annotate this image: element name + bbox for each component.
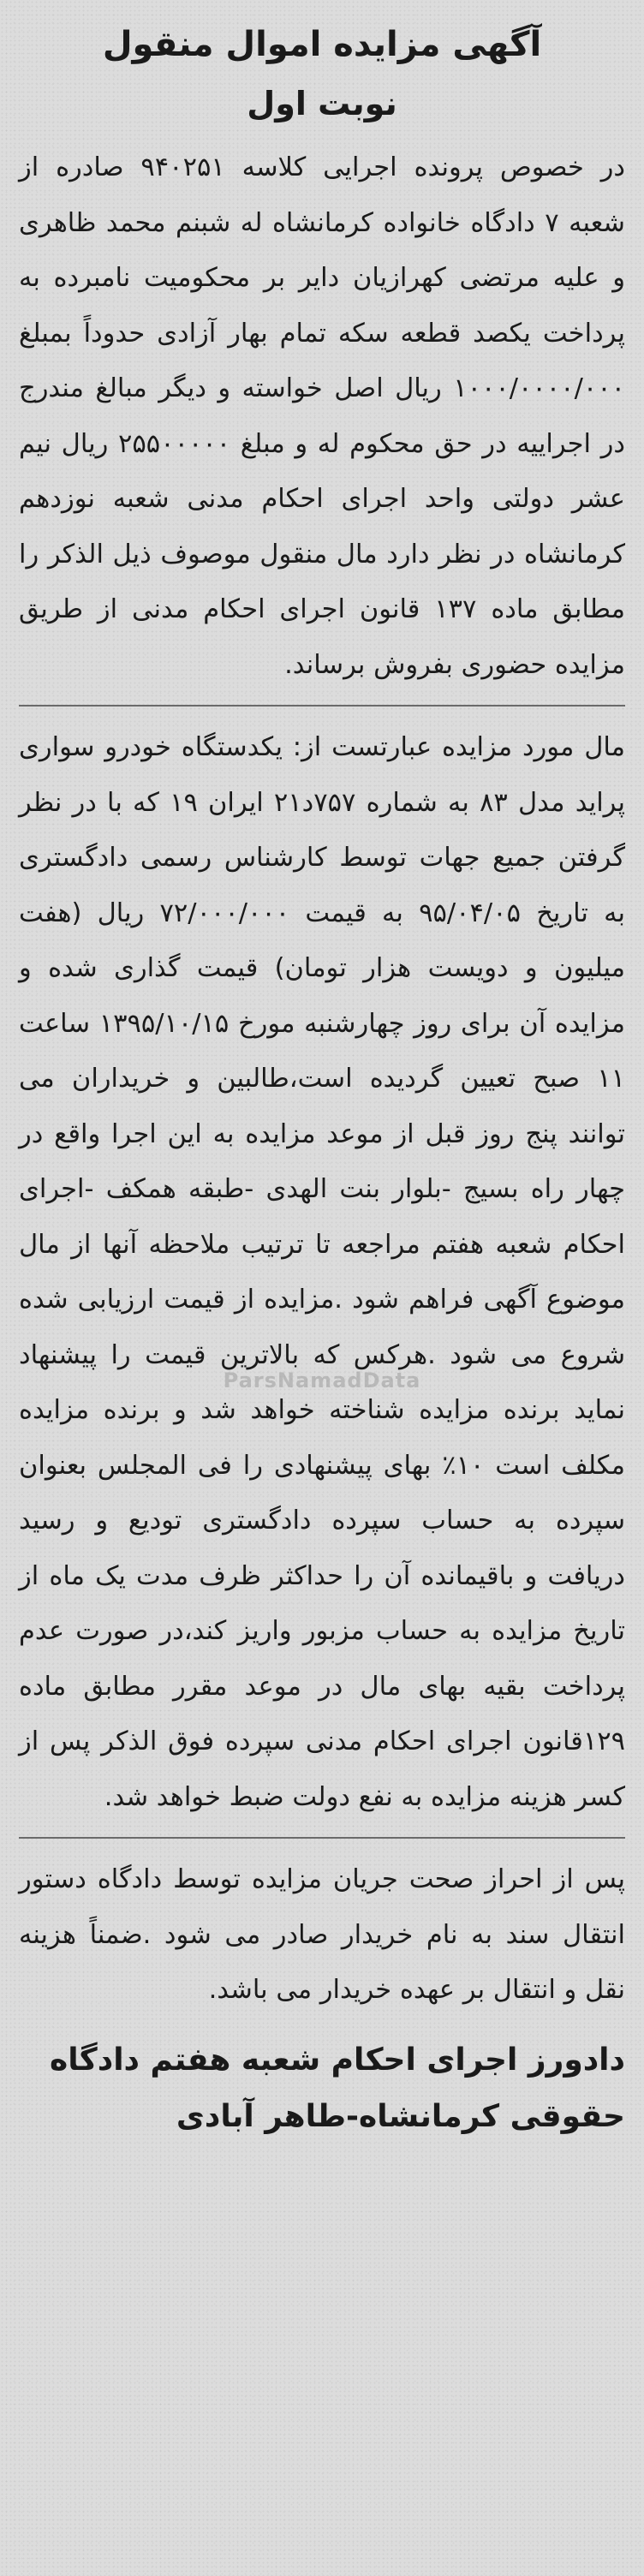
notice-subtitle: نوبت اول [247, 85, 397, 122]
signature-line-2: حقوقی کرمانشاه-طاهر آبادی [176, 2098, 625, 2134]
section-divider [19, 705, 625, 707]
notice-paragraph-auction-item: مال مورد مزایده عبارتست از: یکدستگاه خودرو سواری پراید مدل ۸۳ به شماره ۷۵۷د۲۱ ایران ۱۹ که با در نظر گرفتن جمیع جهات توسط کارشناس رسمی دادگستری به تاریخ ۹۵/۰۴/۰۵ به قیمت ۷۲/۰۰۰/۰۰۰ ریال (هفت میلیون و دویست هزار تومان) قیمت گذاری شده و مزایده آن برای روز چهارشنبه مورخ ۱۳۹۵/۱۰/۱۵ ساعت ۱۱ صبح تعیین گردیده است،طالبین و خریداران می توانند پنج روز قبل از موعد مزایده به این اجرا واقع در چهار راه بسیج -بلوار بنت الهدی -طبقه همکف -اجرای احکام شعبه هفتم مراجعه تا ترتیب ملاحظه آنها از مال موضوع آگهی فراهم شود .مزایده از قیمت ارزیابی شده شروع می شود .هرکس که بالاترین قیمت را پیشنهاد نماید برنده مزایده شناخته خواهد شد و برنده مزایده مکلف است ۱۰٪ بهای پیشنهادی را فی المجلس بعنوان سپرده به حساب سپرده دادگستری تودیع و رسید دریافت و باقیمانده آن را حداکثر ظرف مدت یک ماه از تاریخ مزایده به حساب مزبور واریز کند،در صورت عدم پرداخت بقیه بهای مال در موعد مقرر مطابق ماده ۱۲۹قانون اجرای احکام مدنی سپرده فوق الذکر پس از کسر هزینه مزایده به نفع دولت ضبط خواهد شد. [19, 732, 626, 1812]
watermark-text: ParsNamadData [223, 1368, 421, 1392]
notice-paragraph-case: در خصوص پرونده اجرایی کلاسه ۹۴۰۲۵۱ صادره از شعبه ۷ دادگاه خانواده کرمانشاه له شبنم محمد ظاهری و علیه مرتضی کهرازیان دایر بر محکومیت نامبرده به پرداخت یکصد قطعه سکه تمام بهار آزادی حدوداً بمبلغ ۱۰۰۰/۰۰۰۰/۰۰۰ ریال اصل خواسته و دیگر مبالغ مندرج در اجراییه در حق محکوم له و مبلغ ۲۵۵۰۰۰۰۰ ریال نیم عشر دولتی واحد اجرای احکام مدنی شعبه نوزدهم کرمانشاه در نظر دارد مال منقول موصوف ذیل الذکر را مطابق ماده ۱۳۷ قانون اجرای احکام مدنی از طریق مزایده حضوری بفروش برساند. [19, 152, 625, 680]
notice-paragraph-transfer: پس از احراز صحت جریان مزایده توسط دادگاه دستور انتقال سند به نام خریدار صادر می شود .ضمناً هزینه نقل و انتقال بر عهده خریدار می باشد. [19, 1864, 625, 2005]
section-divider [19, 1837, 625, 1839]
signature-line-1: دادورز اجرای احکام شعبه هفتم دادگاه [50, 2042, 625, 2078]
signature-block [19, 2032, 625, 2145]
notice-title: آگهی مزایده اموال منقول [102, 25, 542, 64]
